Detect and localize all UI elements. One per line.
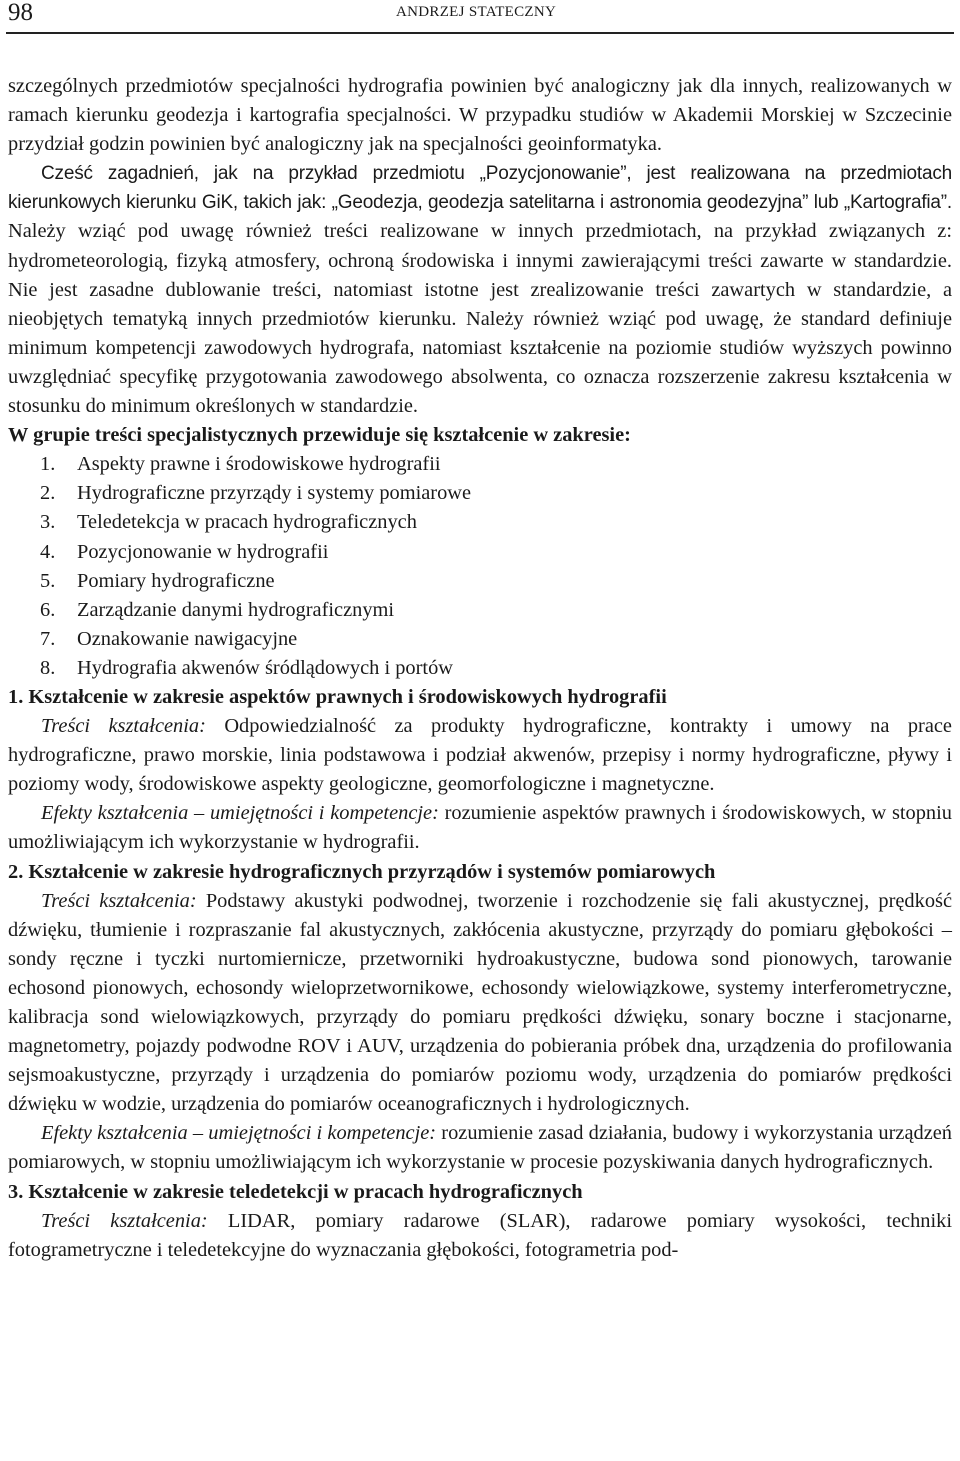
list-item-number: 2.: [40, 482, 56, 505]
list-item-label: Oznakowanie nawigacyjne: [77, 627, 298, 650]
section-content: [8, 887, 952, 1120]
section-content: [8, 1207, 952, 1265]
content-label: Treści kształcenia:: [41, 715, 206, 738]
section-heading: 2. Kształcenie w zakresie hydrograficznych przyrządów i systemów pomiarowych: [8, 860, 716, 883]
content-text: Podstawy akustyki podwodnej, tworzenie i rozchodzenie się fali akustycznej, prędkość dźwięku, tłumienie i rozpraszanie fal akustycznych, zakłócenia akustyczne, przyrządy do pomiaru głębokości – sondy ręczne i tyczki nurtomiernicze, przetworniki hydroakustyczne, budowa sond pionowych, tarowanie echosond pionowych, echosondy wieloprzetwornikowe, echosondy wielowiązkowe, systemy interferometryczne, kalibracja sond wielowiązkowych, przyrządy do pomiaru prędkości dźwięku, sonary boczne i stacjonarne, magnetometry, pojazdy podwodne ROV i AUV, urządzenia do pobierania próbek dna, urządzenia do profilowania sejsmoakustyczne, przyrządy i urządzenia do pomiarów poziomu wody, urządzenia do pomiarów prędkości dźwięku w wodzie, urządzenia do pomiarów oceanograficznych i hydrologicznych.: [8, 889, 952, 1116]
list-item: [40, 654, 952, 683]
list-item-label: Hydrografia akwenów śródlądowych i portów: [77, 656, 453, 679]
paragraph-serif-part: Należy wziąć pod uwagę również treści realizowane w innych przedmiotach, na przykład związanych z: hydrometeorologią, fizyką atmosfery, ochroną środowiska i innymi zawierającymi treści zawarte w standardzie. Nie jest zasadne dublowanie treści, natomiast istotne jest zrealizowanie treści zawartych w standardzie, a nieobjętych tematyką innych przedmiotów kierunku. Należy również wziąć pod uwagę, że standard definiuje minimum kompetencji zawodowych hydrografa, natomiast kształcenie na poziomie studiów wyższych powinno uwzględniać specyfikę przygotowania zawodowego absolwenta, co oznacza rozszerzenie zakresu kształcenia w stosunku do minimum określonych w standardzie.: [8, 220, 952, 418]
list-item-number: 1.: [40, 453, 56, 476]
content-label: Treści kształcenia:: [41, 889, 197, 912]
paragraph-sans-part: Cześć zagadnień, jak na przykład przedmiotu „Pozycjonowanie”, jest realizowana na przedmiotach kierunkowych kierunku GiK, takich jak: „Geodezja, geodezja satelitarna i astronomia geodezyjna” lub „Kartografia”.: [8, 163, 952, 214]
list-item-label: Pozycjonowanie w hydrografii: [77, 540, 329, 563]
list-item-number: 7.: [40, 627, 56, 650]
section-heading: 1. Kształcenie w zakresie aspektów prawnych i środowiskowych hydrografii: [8, 685, 667, 708]
list-item-label: Zarządzanie danymi hydrograficznymi: [77, 598, 395, 621]
list-item: [40, 479, 952, 508]
group-heading: W grupie treści specjalistycznych przewiduje się kształcenie w zakresie:: [8, 424, 631, 447]
page-body: [8, 72, 952, 1265]
page-number: 98: [8, 0, 33, 26]
content-text: LIDAR, pomiary radarowe (SLAR), radarowe pomiary wysokości, techniki fotogrametryczne i teledetekcyjne do wyznaczania głębokości, fotogrametria pod-: [8, 1209, 952, 1261]
list-item-label: Hydrograficzne przyrządy i systemy pomiarowe: [77, 482, 472, 505]
list-item-number: 6.: [40, 598, 56, 621]
list-item: [40, 538, 952, 567]
paragraph-intro: szczególnych przedmiotów specjalności hydrografia powinien być analogiczny jak dla innych, realizowanych w ramach kierunku geodezja i kartografia specjalności. W przypadku studiów w Akademii Morskiej w Szczecinie przydział godzin powinien być analogiczny jak na specjalności geoinformatyka.: [8, 75, 952, 156]
topic-list: [8, 450, 952, 683]
list-item: [40, 567, 952, 596]
effects-label: Efekty kształcenia – umiejętności i kompetencje:: [41, 802, 439, 825]
list-item: [40, 450, 952, 479]
paragraph-topics-overlap: [8, 159, 952, 421]
list-item-label: Teledetekcja w pracach hydrograficznych: [77, 511, 417, 534]
page-header: [6, 0, 954, 34]
effects-text: rozumienie aspektów prawnych i środowiskowych, w stopniu umożliwiającym ich wykorzystanie w hydrografii.: [8, 802, 952, 854]
running-head: ANDRZEJ STATECZNY: [396, 4, 557, 20]
section-heading: 3. Kształcenie w zakresie teledetekcji w pracach hydrograficznych: [8, 1180, 583, 1203]
list-item-label: Pomiary hydrograficzne: [77, 569, 275, 592]
list-item-number: 5.: [40, 569, 56, 592]
list-item: [40, 508, 952, 537]
section-effects: [8, 799, 952, 857]
section-effects: [8, 1119, 952, 1177]
list-item: [40, 625, 952, 654]
list-item-number: 4.: [40, 540, 56, 563]
content-label: Treści kształcenia:: [41, 1209, 208, 1232]
list-item: [40, 596, 952, 625]
list-item-number: 3.: [40, 511, 56, 534]
content-text: Odpowiedzialność za produkty hydrograficzne, kontrakty i umowy na prace hydrograficzne, prawo morskie, linia podstawowa i podział akwenów, przepisy i normy hydrograficzne, pływy i poziomy wody, środowiskowe aspekty geologiczne, geomorfologiczne i magnetyczne.: [8, 715, 952, 796]
effects-label: Efekty kształcenia – umiejętności i kompetencje:: [41, 1122, 437, 1145]
section-content: [8, 712, 952, 799]
effects-text: rozumienie zasad działania, budowy i wykorzystania urządzeń pomiarowych, w stopniu umożliwiającym ich wykorzystanie w procesie pozyskiwania danych hydrograficznych.: [8, 1122, 952, 1174]
list-item-number: 8.: [40, 656, 56, 679]
list-item-label: Aspekty prawne i środowiskowe hydrografii: [77, 453, 441, 476]
